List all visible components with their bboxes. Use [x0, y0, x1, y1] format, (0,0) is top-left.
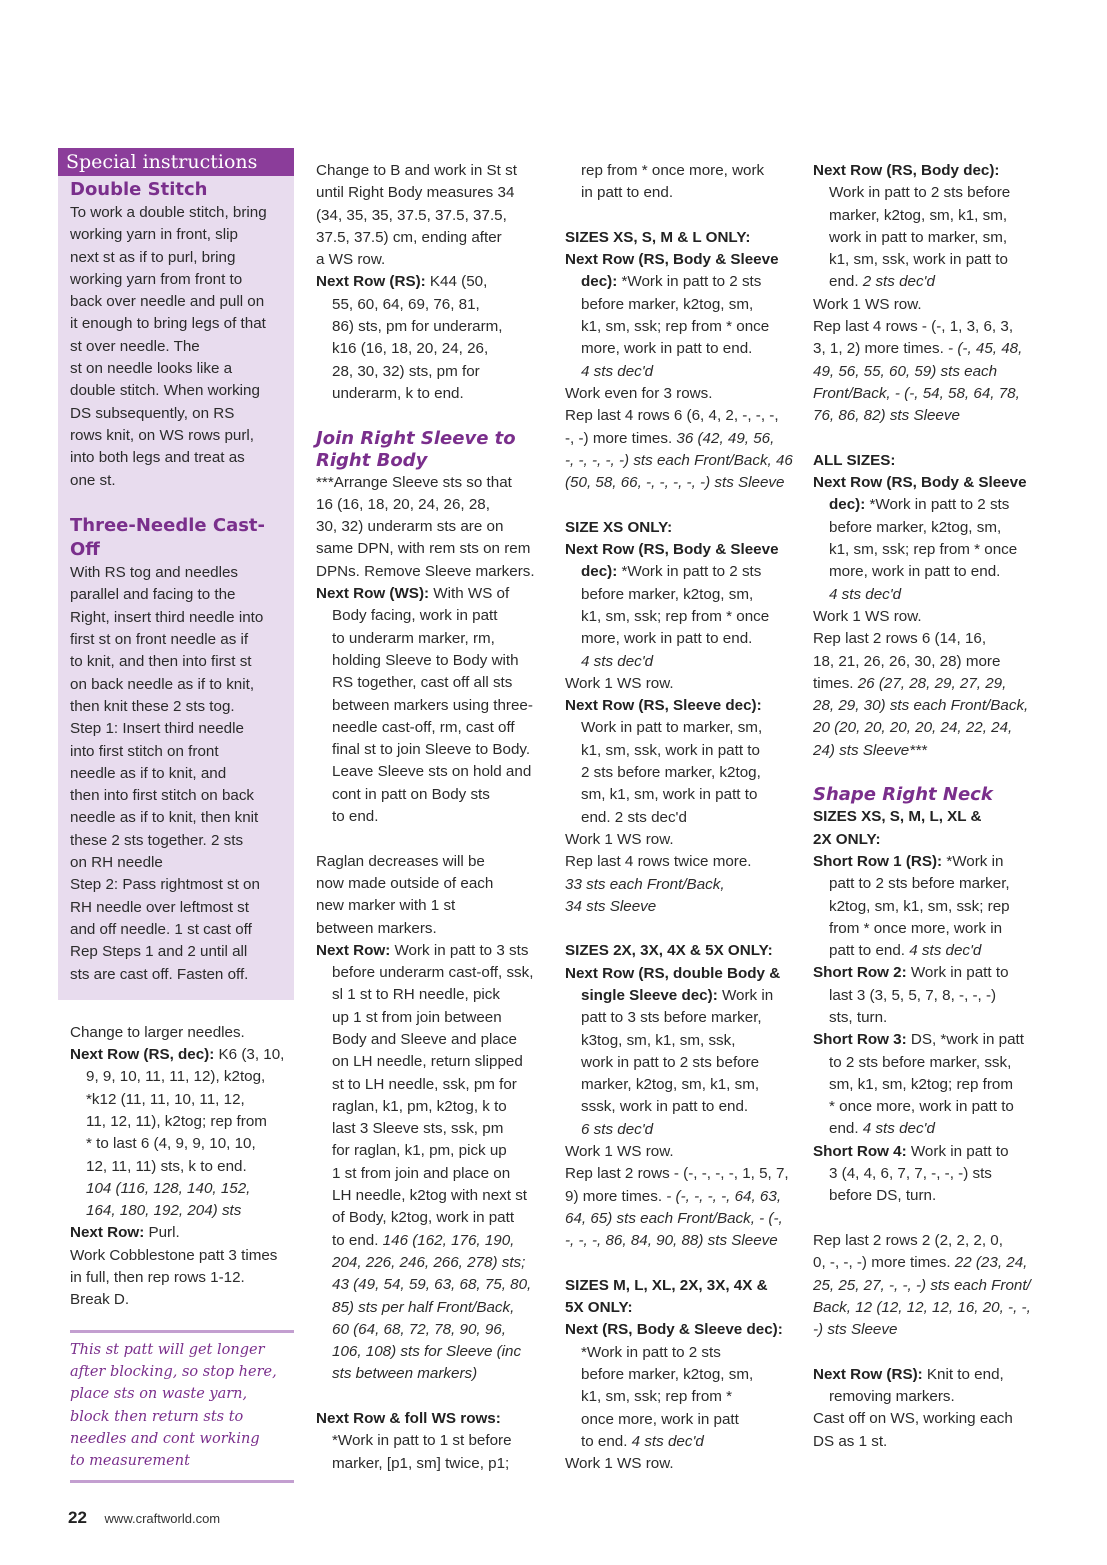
column-2: Change to B and work in St st until Right Body measures 34 (34, 35, 35, 37.5, 37.5, 37.5, 37.5, 37.5) cm, ending after a WS row. Next Row (RS): K44 (50, 55, 60, 64, 69, 76, 81, 86) sts, pm for underarm, k16 (16, 18, 20, 24, 26, 28, 30, 32) sts, pm for underarm, k to end. Join Right Sleeve to Right Body ***Arrange Sleeve sts so that 16 (16, 18, 20, 24, 26, 28, 30, 32) underarm sts are on same DPN, with rem sts on rem DPNs. Remove Sleeve markers. Next Row (WS): With WS of Body facing, work in patt to underarm marker, rm, holding Sleeve to Body with RS together, cast off all sts between markers using three- needle cast-off, rm, cast off final st to join Sleeve to Body. Leave Sleeve sts on hold and cont in patt on Body sts to end. Raglan decreases will be now made outside of each new marker with 1 st between markers. Next Row: Work in patt to 3 sts before underarm cast-off, ssk, sl 1 st to RH needle, pick up 1 st from join between Body and Sleeve and place on LH needle, return slipped st to LH needle, ssk, pm for raglan, k1, pm, k2tog, k to last 3 Sleeve sts, ssk, pm for raglan, k1, pm, pick up 1 st from join and place on LH needle, k2tog with next st of Body, k2tog, work in patt to end. 146 (162, 176, 190, 204, 226, 246, 266, 278) sts; 43 (49, 54, 59, 63, 68, 75, 80, 85) sts per half Front/Back, 60 (64, 68, 72, 78, 90, 96, 106, 108) sts for Sleeve (inc sts between markers) Next Row & foll WS rows: *Work in patt to 1 st before marker, [p1, sm] twice, p1; — [316, 160, 556, 1475]
text-line: to knit, and then into first st — [70, 653, 252, 671]
column-4: Next Row (RS, Body dec): Work in patt to 2 sts before marker, k2tog, sm, k1, sm, work in patt to marker, sm, k1, sm, ssk, work in patt to end. 2 sts dec'd Work 1 WS row. Rep last 4 rows - (-, 1, 3, 6, 3, 3, 1, 2) more times. - (-, 45, 48, 49, 56, 55, 60, 59) sts each Front/Back, - (-, 54, 58, 64, 78, 76, 86, 82) sts Sleeve ALL SIZES: Next Row (RS, Body & Sleeve dec): *Work in patt to 2 sts before marker, k2tog, sm, k1, sm, ssk; rep from * once more, work in patt to end. 4 sts dec'd Work 1 WS row. Rep last 2 rows 6 (14, 16, 18, 21, 26, 26, 30, 28) more times. 26 (27, 28, 29, 27, 29, 28, 29, 30) sts each Front/Back, 20 (20, 20, 20, 20, 24, 22, 24, 24) sts Sleeve*** Shape Right Neck SIZES XS, S, M, L, XL & 2X ONLY: Short Row 1 (RS): *Work in patt to 2 sts before marker, k2tog, sm, k1, sm, ssk; rep from * once more, work in patt to end. 4 sts dec'd Short Row 2: Work in patt to last 3 (3, 5, 5, 7, 8, -, -, -) sts, turn. Short Row 3: DS, *work in patt to 2 sts before marker, ssk, sm, k1, sm, k2tog; rep from * once more, work in patt to end. 4 sts dec'd Short Row 4: Work in patt to 3 (4, 4, 6, 7, 7, -, -, -) sts before DS, turn. Rep last 2 rows 2 (2, 2, 2, 0, 0, -, -, -) more times. 22 (23, 24, 25, 25, 27, -, -, -) sts each Front/ Back, 12 (12, 12, 12, 16, 20, -, -, -) sts Sleeve Next Row (RS): Knit to end, removing markers. Cast off on WS, working each DS as 1 st. — [813, 160, 1053, 1453]
text-line: 3 (4, 4, 6, 7, 7, -, -, -) sts — [829, 1165, 992, 1183]
text-line: k3tog, sm, k1, sm, ssk, — [581, 1031, 736, 1049]
text-line: 60 (64, 68, 72, 78, 90, 96, — [332, 1320, 506, 1338]
text-line: cont in patt on Body sts — [332, 785, 490, 803]
text-line: Body and Sleeve and place — [332, 1030, 517, 1048]
text-line: double stitch. When working — [70, 382, 260, 400]
text-line: sts are cast off. Fasten off. — [70, 965, 249, 983]
text-line: * to last 6 (4, 9, 9, 10, 10, — [86, 1135, 256, 1153]
text-line: these 2 sts together. 2 sts — [70, 831, 244, 849]
text-line: 43 (49, 54, 59, 63, 68, 75, 80, — [332, 1276, 532, 1294]
text-line: until Right Body measures 34 — [316, 184, 515, 202]
text-line: k16 (16, 18, 20, 24, 26, — [332, 340, 489, 358]
text-line: work in patt to marker, sm, — [829, 228, 1008, 246]
text-line: 30, 32) underarm sts are on — [316, 518, 504, 536]
text-line: after blocking, so stop here, — [70, 1363, 277, 1380]
text-line: Step 2: Pass rightmost st on — [70, 876, 260, 894]
text-line: Front/Back, - (-, 54, 58, 64, 78, — [813, 384, 1020, 402]
blocking-note — [70, 1330, 294, 1484]
text-line: parallel and facing to the — [70, 586, 236, 604]
text-line: before underarm cast-off, ssk, — [332, 964, 534, 982]
text-line: 106, 108) sts for Sleeve (inc — [332, 1343, 522, 1361]
text-line: block then return sts to — [70, 1408, 244, 1425]
next-row-raglan: Next Row: Work in patt to 3 sts — [316, 941, 529, 959]
text-line: Work in patt to marker, sm, — [581, 719, 763, 737]
text-line: Leave Sleeve sts on hold and — [332, 763, 532, 781]
text-line: up 1 st from join between — [332, 1008, 502, 1026]
text-line: 64, 65) sts each Front/Back, - (-, — [565, 1209, 783, 1227]
text-line: from * once more, work in — [829, 919, 1003, 937]
text-line: *k12 (11, 11, 10, 11, 12, — [86, 1090, 245, 1108]
next-row-rs-dec-count — [70, 1178, 286, 1223]
text-line: needles and cont working — [70, 1430, 260, 1447]
text-line: k1, sm, ssk; rep from * once — [581, 607, 770, 625]
text-line: sl 1 st to RH needle, pick — [332, 986, 500, 1004]
text-line: on LH needle, return slipped — [332, 1053, 523, 1071]
text-line: to end. — [332, 808, 379, 826]
text-line: 24) sts Sleeve*** — [813, 741, 927, 759]
text-line: next st as if to purl, bring — [70, 248, 236, 266]
sizes-xs-s-m-l-heading: SIZES XS, S, M & L ONLY: — [565, 228, 751, 246]
text-line: final st to join Sleeve to Body. — [332, 741, 531, 759]
text-line: 28, 29, 30) sts each Front/Back, — [813, 697, 1029, 715]
text-line: *Work in patt to 1 st before — [332, 1432, 512, 1450]
text-line: DPNs. Remove Sleeve markers. — [316, 562, 535, 580]
text-line: marker, k2tog, sm, k1, sm, — [829, 206, 1008, 224]
text-line: (34, 35, 35, 37.5, 37.5, 37.5, — [316, 206, 507, 224]
text-line: 104 (116, 128, 140, 152, — [86, 1179, 251, 1197]
column-3: rep from * once more, work in patt to end. SIZES XS, S, M & L ONLY: Next Row (RS, Body & Sleeve dec): *Work in patt to 2 sts before marker, k2tog, sm, k1, sm, ssk; rep from * once more, work in patt to end. 4 sts dec'd Work even for 3 rows. Rep last 4 rows 6 (6, 4, 2, -, -, -, -, -) more times. 36 (42, 49, 56, -, -, -, -, -) sts each Front/Back, 46 (50, 58, 66, -, -, -, -, -) sts Sleeve SIZE XS ONLY: Next Row (RS, Body & Sleeve dec): *Work in patt to 2 sts before marker, k2tog, sm, k1, sm, ssk; rep from * once more, work in patt to end. 4 sts dec'd Work 1 WS row. Next Row (RS, Sleeve dec): Work in patt to marker, sm, k1, sm, ssk, work in patt to 2 sts before marker, k2tog, sm, k1, sm, work in patt to end. 2 sts dec'd Work 1 WS row. Rep last 4 rows twice more. 33 sts each Front/Back, 34 sts Sleeve SIZES 2X, 3X, 4X & 5X ONLY: Next Row (RS, double Body & single Sleeve dec): Work in patt to 3 sts before marker, k3tog, sm, k1, sm, ssk, work in patt to 2 sts before marker, k2tog, sm, k1, sm, sssk, work in patt to end. 6 sts dec'd Work 1 WS row. Rep last 2 rows - (-, -, -, -, 1, 5, 7, 9) more times. - (-, -, -, -, 64, 63, 64, 65) sts each Front/Back, - (-, -, -, -, 86, 84, 90, 88) sts Sleeve SIZES M, L, XL, 2X, 3X, 4X & 5X ONLY: Next (RS, Body & Sleeve dec): *Work in patt to 2 sts before marker, k2tog, sm, k1, sm, ssk; rep from * once more, work in patt to end. 4 sts dec'd Work 1 WS row. — [565, 160, 805, 1476]
text-line: Back, 12 (12, 12, 12, 16, 20, -, -, — [813, 1298, 1031, 1316]
page-footer — [68, 1508, 220, 1528]
text-line: to measurement — [70, 1453, 190, 1470]
text-line: before marker, k2tog, sm, — [581, 1366, 754, 1384]
next-row-ws: Next Row (WS): With WS of — [316, 585, 510, 603]
special-instructions-title: Special instructions — [58, 148, 294, 176]
text-line: -, -, -, 86, 84, 90, 88) sts Sleeve — [565, 1232, 778, 1250]
next-row-foll-ws: Next Row & foll WS rows: — [316, 1410, 501, 1428]
short-row-1: Short Row 1 (RS): *Work in — [813, 852, 1004, 870]
text-line: Rep last 2 rows 6 (14, 16, — [813, 630, 987, 648]
text-line: work in patt to 2 sts before — [581, 1053, 760, 1071]
text-line: Cast off on WS, working each — [813, 1410, 1013, 1428]
text-line: Break D. — [70, 1291, 130, 1309]
text-line: sm, k1, sm, k2tog; rep from — [829, 1075, 1013, 1093]
text-line: same DPN, with rem sts on rem — [316, 540, 531, 558]
text-line: rep from * once more, work — [581, 162, 765, 179]
next-row-rs-dec: Next Row (RS, dec): K6 (3, 10, — [70, 1046, 285, 1064]
text-line: k1, sm, ssk; rep from * once — [829, 541, 1018, 559]
text-line: in patt to end. — [581, 184, 674, 202]
text-line: between markers using three- — [332, 696, 533, 714]
text-line: before marker, k2tog, sm, — [581, 295, 754, 313]
text-line: first st on front needle as if — [70, 631, 249, 649]
text-line: Change to B and work in St st — [316, 162, 517, 179]
next-row-rs-dec-lines — [70, 1066, 286, 1177]
three-needle-cast-off-heading: Three-Needle Cast-Off — [70, 515, 266, 561]
text-line: once more, work in patt — [581, 1410, 739, 1428]
text-line: RH needle over leftmost st — [70, 898, 249, 916]
text-line: Work Cobblestone patt 3 times — [70, 1246, 278, 1264]
text-line: of Body, k2tog, work in patt — [332, 1209, 515, 1227]
text-line: sts, turn. — [829, 1008, 888, 1026]
text-line: 33 sts each Front/Back, — [565, 875, 725, 893]
text-line: working yarn from front to — [70, 270, 243, 288]
text-line: sm, k1, sm, work in patt to — [581, 786, 758, 804]
text-line: 86) sts, pm for underarm, — [332, 318, 503, 336]
next-row-knit-to-end: Next Row (RS): Knit to end, — [813, 1365, 1004, 1383]
short-row-2: Short Row 2: Work in patt to — [813, 964, 1009, 982]
text-line: st to LH needle, ssk, pm for — [332, 1075, 517, 1093]
text-line: removing markers. — [829, 1388, 955, 1406]
text-line: (50, 58, 66, -, -, -, -, -) sts Sleeve — [565, 474, 785, 492]
short-row-4: Short Row 4: Work in patt to — [813, 1142, 1009, 1160]
text-line: k1, sm, ssk, work in patt to — [829, 251, 1008, 269]
text-line: new marker with 1 st — [316, 897, 456, 915]
cast-off-text — [813, 1408, 1053, 1453]
text-line: back over needle and pull on — [70, 293, 265, 311]
text-line: on back needle as if to knit, — [70, 675, 255, 693]
text-line: DS subsequently, on RS — [70, 404, 235, 422]
text-line: needle as if to knit, then knit — [70, 809, 259, 827]
text-line: it enough to bring legs of that — [70, 315, 266, 333]
text-line: Work in patt to 2 sts before — [829, 184, 1011, 202]
text-line: 20 (20, 20, 20, 20, 24, 22, 24, — [813, 719, 1013, 737]
double-stitch-heading: Double Stitch — [70, 179, 208, 200]
text-line: With RS tog and needles — [70, 564, 239, 582]
text-line: before marker, k2tog, sm, — [581, 585, 754, 603]
text-line: 55, 60, 64, 69, 76, 81, — [332, 295, 480, 313]
text-line: 11, 12, 11), k2tog; rep from — [86, 1112, 267, 1130]
text-line: 34 sts Sleeve — [565, 897, 657, 915]
text-line: DS as 1 st. — [813, 1432, 888, 1450]
text-line: Right, insert third needle into — [70, 608, 264, 626]
text-line: into both legs and treat as — [70, 449, 245, 467]
text-line: a WS row. — [316, 251, 386, 269]
special-instructions-box — [58, 148, 294, 1000]
text-line: underarm, k to end. — [332, 384, 464, 402]
text-line: This st patt will get longer — [70, 1341, 265, 1358]
change-to-b-text — [316, 160, 556, 271]
text-line: 49, 56, 55, 60, 59) sts each — [813, 362, 998, 380]
text-line: needle as if to knit, and — [70, 764, 227, 782]
text-line: patt to 2 sts before marker, — [829, 875, 1010, 893]
sizes-2x-5x-heading: SIZES 2X, 3X, 4X & 5X ONLY: — [565, 942, 773, 960]
text-line: marker, [p1, sm] twice, p1; — [332, 1454, 510, 1472]
text-line: place sts on waste yarn, — [70, 1386, 248, 1403]
text-line: Body facing, work in patt — [332, 607, 498, 625]
text-line: on RH needle — [70, 854, 163, 872]
text-line: LH needle, k2tog with next st — [332, 1187, 528, 1205]
shape-right-neck-heading: Shape Right Neck — [813, 784, 993, 806]
next-row-rs: Next Row (RS): K44 (50, — [316, 273, 488, 291]
all-sizes-heading: ALL SIZES: — [813, 451, 896, 469]
text-line: st over needle. The — [70, 337, 200, 355]
text-line: 2 sts before marker, k2tog, — [581, 764, 761, 782]
text-line: then into first stitch on back — [70, 787, 255, 805]
three-needle-cast-off-text — [70, 562, 286, 986]
text-line: *Work in patt to 2 sts — [581, 1343, 721, 1361]
text-line: working yarn in front, slip — [70, 226, 238, 244]
text-line: now made outside of each — [316, 874, 494, 892]
text-line: last 3 (3, 5, 5, 7, 8, -, -, -) — [829, 986, 997, 1004]
text-line: Rep Steps 1 and 2 until all — [70, 943, 248, 961]
text-line: needle cast-off, rm, cast off — [332, 718, 515, 736]
text-line: for raglan, k1, pm, pick up — [332, 1142, 507, 1160]
text-line: To work a double stitch, bring — [70, 204, 267, 221]
text-line: k1, sm, ssk; rep from * once — [581, 318, 770, 336]
text-line: raglan, k1, pm, k2tog, k to — [332, 1097, 507, 1115]
text-line: k1, sm, ssk, work in patt to — [581, 741, 760, 759]
text-line: to underarm marker, rm, — [332, 629, 495, 647]
column-1 — [58, 148, 294, 1483]
text-line: more, work in patt to end. — [581, 630, 753, 648]
text-line: 204, 226, 246, 266, 278) sts; — [332, 1253, 526, 1271]
text-line: in full, then rep rows 1-12. — [70, 1269, 245, 1287]
text-line: 28, 30, 32) sts, pm for — [332, 362, 480, 380]
join-right-sleeve-heading: Join Right Sleeve to — [316, 427, 516, 449]
text-line: 12, 11, 11) sts, k to end. — [86, 1157, 247, 1175]
text-line: sts between markers) — [332, 1365, 478, 1383]
raglan-text — [316, 851, 556, 940]
text-line: Step 1: Insert third needle — [70, 720, 244, 738]
cobblestone-text — [70, 1245, 286, 1312]
text-line: * once more, work in patt to — [829, 1098, 1014, 1116]
text-line: before marker, k2tog, sm, — [829, 518, 1002, 536]
arrange-text — [316, 472, 556, 583]
text-line: to 2 sts before marker, ssk, — [829, 1053, 1012, 1071]
text-line: into first stitch on front — [70, 742, 219, 760]
text-line: 76, 86, 82) sts Sleeve — [813, 407, 960, 425]
text-line: RS together, cast off all sts — [332, 674, 513, 692]
text-line: patt to 3 sts before marker, — [581, 1009, 762, 1027]
text-line: 18, 21, 26, 26, 30, 28) more — [813, 652, 1001, 670]
text-line: last 3 Sleeve sts, ssk, pm — [332, 1120, 504, 1138]
text-line: holding Sleeve to Body with — [332, 651, 519, 669]
short-row-3: Short Row 3: DS, *work in patt — [813, 1031, 1024, 1049]
footer-url: www.craftworld.com — [104, 1511, 221, 1526]
text-line: 37.5, 37.5) cm, ending after — [316, 228, 502, 246]
text-line: 1 st from join and place on — [332, 1164, 511, 1182]
text-line: one st. — [70, 471, 116, 489]
text-line: more, work in patt to end. — [581, 340, 753, 358]
double-stitch-text — [70, 202, 286, 492]
text-line: ***Arrange Sleeve sts so that — [316, 473, 512, 491]
size-xs-heading: SIZE XS ONLY: — [565, 518, 673, 536]
text-line: 85) sts per half Front/Back, — [332, 1298, 515, 1316]
page-number: 22 — [68, 1508, 87, 1527]
text-line: end. 2 sts dec'd — [581, 808, 687, 826]
text-line: 164, 180, 192, 204) sts — [86, 1202, 242, 1220]
text-line: -) sts Sleeve — [813, 1321, 898, 1339]
text-line: 25, 25, 27, -, -, -) sts each Front/ — [813, 1276, 1031, 1294]
text-line: between markers. — [316, 919, 437, 937]
text-line: then knit these 2 sts tog. — [70, 697, 235, 715]
change-needles: Change to larger needles. — [70, 1023, 245, 1041]
text-line: -, -, -, -, -) sts each Front/Back, 46 — [565, 451, 793, 469]
text-line: and off needle. 1 st cast off — [70, 920, 252, 938]
text-line: k2tog, sm, k1, sm, ssk; rep — [829, 897, 1010, 915]
next-row-purl: Next Row: Purl. — [70, 1224, 180, 1242]
text-line: rows knit, on WS rows purl, — [70, 426, 254, 444]
text-line: k1, sm, ssk; rep from * — [581, 1388, 733, 1406]
text-line: more, work in patt to end. — [829, 563, 1001, 581]
text-line: marker, k2tog, sm, k1, sm, — [581, 1076, 760, 1094]
text-line: 9, 9, 10, 11, 11, 12), k2tog, — [86, 1068, 266, 1086]
text-line: Raglan decreases will be — [316, 852, 485, 870]
text-line: sssk, work in patt to end. — [581, 1098, 749, 1116]
text-line: 16 (16, 18, 20, 24, 26, 28, — [316, 495, 490, 513]
sizes-m-5x-heading: SIZES M, L, XL, 2X, 3X, 4X & — [565, 1276, 768, 1294]
text-line: st on needle looks like a — [70, 360, 233, 378]
text-line: before DS, turn. — [829, 1187, 937, 1205]
